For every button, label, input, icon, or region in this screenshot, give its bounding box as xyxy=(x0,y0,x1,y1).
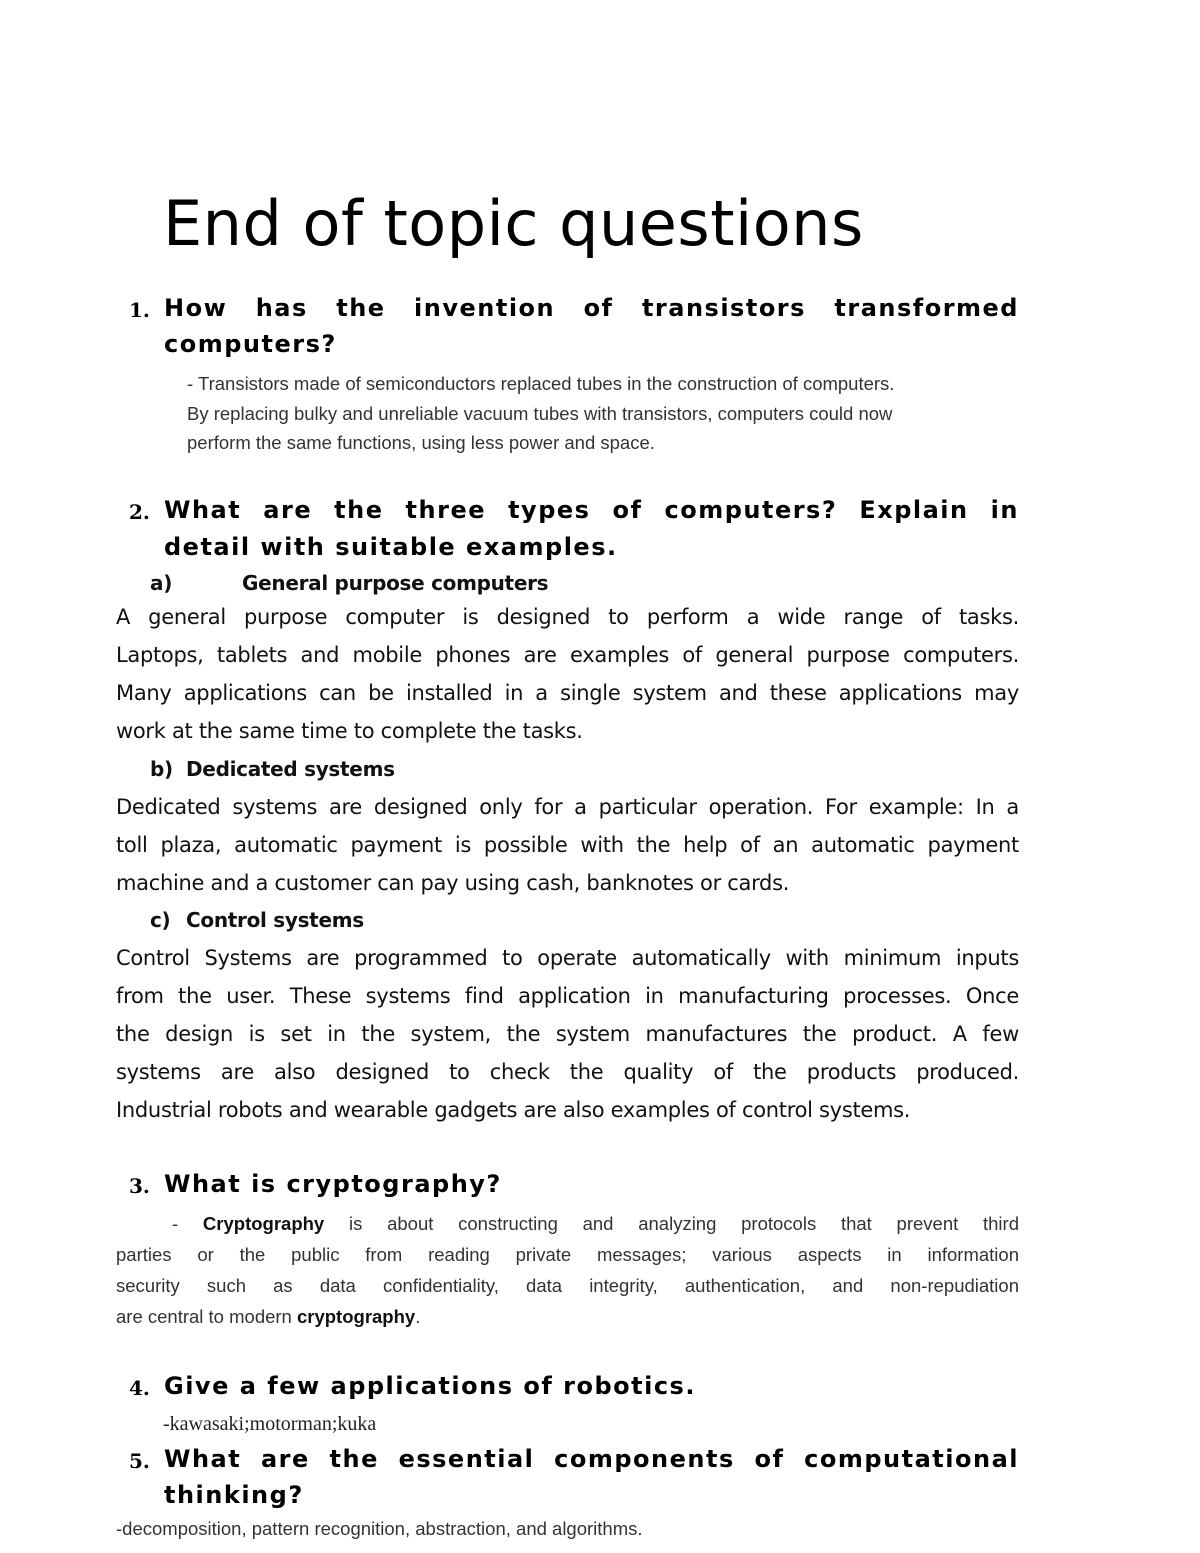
subsection-a-heading: General purpose computers xyxy=(242,571,549,595)
question-1-line-1: How has the invention of transistors transformed xyxy=(164,294,1019,322)
answer-text: is about constructing and analyzing protocols that prevent third xyxy=(324,1213,1019,1234)
question-1-answer-line-1: - Transistors made of semiconductors replaced tubes in the construction of computers. xyxy=(187,373,895,394)
subsection-b-marker: b) xyxy=(150,757,173,781)
subsection-b-line-2: toll plaza, automatic payment is possible with the help of an automatic payment xyxy=(116,833,1019,857)
question-1-answer-line-3: perform the same functions, using less power and space. xyxy=(187,432,655,453)
answer-text: are central to modern xyxy=(116,1306,297,1327)
cryptography-term: Cryptography xyxy=(202,1213,325,1234)
subsection-c-line-1: Control Systems are programmed to operate automatically with minimum inputs xyxy=(116,946,1019,970)
question-3-answer-line-3: security such as data confidentiality, data integrity, authentication, and non-repudiation xyxy=(116,1275,1019,1296)
subsection-c-line-3: the design is set in the system, the system manufactures the product. A few xyxy=(116,1022,1019,1046)
cryptography-term: cryptography xyxy=(296,1306,416,1327)
question-5-line-1: What are the essential components of computational xyxy=(164,1445,1019,1473)
subsection-c-line-2: from the user. These systems find application in manufacturing processes. Once xyxy=(116,984,1019,1008)
question-3-answer-line-4 xyxy=(116,1306,420,1328)
question-3-answer-line-2: parties or the public from reading private messages; various aspects in information xyxy=(116,1244,1019,1265)
answer-period: . xyxy=(415,1306,421,1327)
question-1-line-2: computers? xyxy=(164,330,337,358)
subsection-c-marker: c) xyxy=(150,908,171,932)
question-2-line-1: What are the three types of computers? Explain in xyxy=(164,496,1019,524)
question-5-answer: -decomposition, pattern recognition, abstraction, and algorithms. xyxy=(116,1518,643,1539)
question-4-answer: -kawasaki;motorman;kuka xyxy=(163,1413,377,1435)
question-4-number: 4. xyxy=(129,1376,150,1400)
question-1-number: 1. xyxy=(129,298,150,322)
question-5-line-2: thinking? xyxy=(164,1481,304,1509)
question-1-answer-line-2: By replacing bulky and unreliable vacuum tubes with transistors, computers could now xyxy=(187,403,893,424)
question-3-answer-line-1 xyxy=(172,1213,1019,1235)
question-2-number: 2. xyxy=(129,500,150,524)
page-title: End of topic questions xyxy=(163,187,864,260)
question-5-number: 5. xyxy=(129,1449,150,1473)
subsection-a-marker: a) xyxy=(150,571,173,595)
answer-dash: - xyxy=(172,1213,203,1234)
subsection-b-heading: Dedicated systems xyxy=(186,757,395,781)
subsection-a-line-3: Many applications can be installed in a single system and these applications may xyxy=(116,681,1019,705)
subsection-b-line-3: machine and a customer can pay using cash, banknotes or cards. xyxy=(116,871,790,895)
subsection-a-line-4: work at the same time to complete the tasks. xyxy=(116,719,583,743)
question-4-line-1: Give a few applications of robotics. xyxy=(164,1372,696,1400)
subsection-a-line-1: A general purpose computer is designed to perform a wide range of tasks. xyxy=(116,605,1019,629)
question-2-line-2: detail with suitable examples. xyxy=(164,533,618,561)
subsection-c-line-4: systems are also designed to check the quality of the products produced. xyxy=(116,1060,1019,1084)
question-3-number: 3. xyxy=(129,1174,150,1198)
question-3-line-1: What is cryptography? xyxy=(164,1170,502,1198)
subsection-c-line-5: Industrial robots and wearable gadgets are also examples of control systems. xyxy=(116,1098,911,1122)
subsection-b-line-1: Dedicated systems are designed only for a particular operation. For example: In a xyxy=(116,795,1019,819)
subsection-c-heading: Control systems xyxy=(186,908,364,932)
subsection-a-line-2: Laptops, tablets and mobile phones are examples of general purpose computers. xyxy=(116,643,1019,667)
